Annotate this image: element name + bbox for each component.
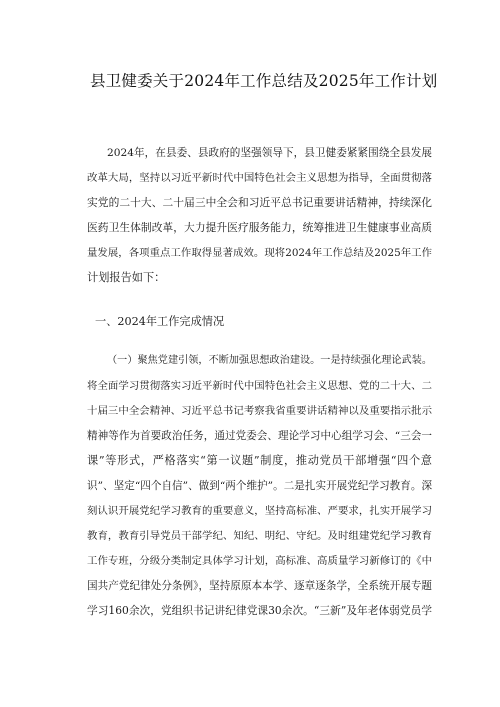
paragraph-line: 学习160余次，党组织书记讲纪律党课30余次。“三新”及年老体弱党员学 (87, 604, 432, 617)
paragraph-line: 课”等形式，严格落实“第一议题”制度，推动党员干部增强“四个意 (87, 454, 432, 467)
paragraph-line: 医药卫生体制改革，大力提升医疗服务能力，统筹推进卫生健康事业高质 (87, 221, 432, 234)
document-title: 县卫健委关于2024年工作总结及2025年工作计划 (90, 72, 438, 90)
paragraph-line: 教育，教育引导党员干部学纪、知纪、明纪、守纪。及时组建党纪学习教育 (87, 530, 432, 542)
paragraph-line: 工作专班，分级分类制定具体学习计划，高标准、高质量学习新修订的《中 (87, 555, 432, 567)
paragraph-line: （一）聚焦党建引领，不断加强思想政治建设。一是持续强化理论武装。 (107, 355, 432, 366)
paragraph-line: 量发展，各项重点工作取得显著成效。现将2024年工作总结及2025年工作 (87, 247, 432, 259)
paragraph-line: 精神等作为首要政治任务，通过党委会、理论学习中心组学习会、“三会一 (87, 430, 432, 442)
paragraph-line: 计划报告如下： (87, 271, 166, 284)
paragraph-line: 实党的二十大、二十届三中全会和习近平总书记重要讲话精神，持续深化 (87, 196, 432, 209)
paragraph-line: 将全面学习贯彻落实习近平新时代中国特色社会主义思想、党的二十大、二 (87, 380, 432, 392)
paragraph-line: 国共产党纪律处分条例》，坚持原原本本学、逐章逐条学，全系统开展专题 (87, 580, 432, 592)
paragraph-line: 改革大局，坚持以习近平新时代中国特色社会主义思想为指导，全面贯彻落 (87, 172, 432, 184)
paragraph-line: 识”、坚定“四个自信”、做到“两个维护”。二是扎实开展党纪学习教育。深 (87, 480, 432, 492)
section-heading: 一、2024年工作完成情况 (95, 315, 225, 328)
paragraph-line: 2024年，在县委、县政府的坚强领导下，县卫健委紧紧围绕全县发展 (107, 147, 432, 159)
paragraph-line: 十届三中全会精神、习近平总书记考察我省重要讲话精神以及重要指示批示 (87, 405, 432, 417)
paragraph-line: 刻认识开展党纪学习教育的重要意义，坚持高标准、严要求，扎实开展学习 (87, 505, 432, 517)
